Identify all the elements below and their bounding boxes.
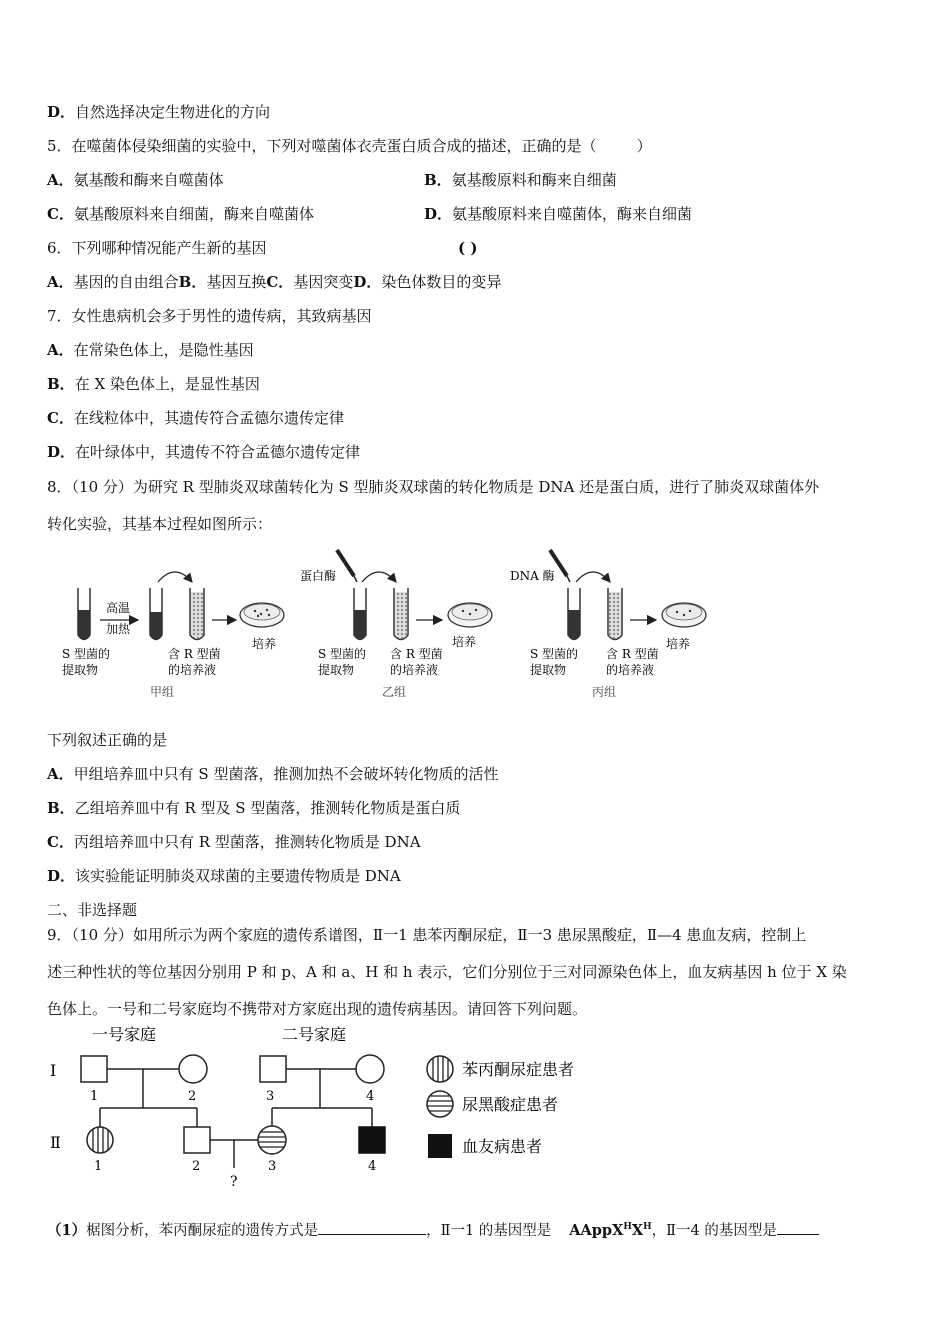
extract-label-2: 提取物 xyxy=(530,663,567,677)
i3-number: 3 xyxy=(266,1089,275,1104)
question-6 xyxy=(47,238,907,258)
question-9-part-1 xyxy=(47,1217,819,1241)
extract-label-2: 提取物 xyxy=(318,663,355,677)
legend-hemophilia xyxy=(428,1134,542,1158)
generation-1-label: Ⅰ xyxy=(50,1061,57,1080)
culture-dish xyxy=(240,603,284,627)
question-number: 9． xyxy=(47,926,72,944)
ii2-number: 2 xyxy=(192,1159,201,1174)
option-b-letter: B． xyxy=(424,171,452,189)
part-text-2: ，Ⅱ一1 的基因型是 xyxy=(426,1222,552,1239)
transfer-arrow xyxy=(362,572,396,582)
q8-option-b xyxy=(47,798,460,818)
part-label: （1） xyxy=(47,1221,87,1239)
option-letter: A． xyxy=(47,765,74,783)
question-text: 在噬菌体侵染细菌的实验中，下列对噬菌体衣壳蛋白质合成的描述，正确的是（ xyxy=(71,137,597,155)
stem-text: 下列叙述正确的是 xyxy=(47,731,168,749)
option-d-text: 染色体数目的变异 xyxy=(381,273,502,291)
question-9-cont-1 xyxy=(47,962,847,982)
option-text: 自然选择决定生物进化的方向 xyxy=(75,103,271,121)
transfer-arrow xyxy=(158,572,192,582)
genotype-sup-1: H xyxy=(623,1222,632,1232)
q8-option-d xyxy=(47,866,401,886)
question-number: 6． xyxy=(47,239,72,257)
family-1-label: 一号家庭 xyxy=(92,1025,157,1044)
culture-dish xyxy=(662,603,706,627)
q8-option-c xyxy=(47,832,421,852)
extract-label-1: S 型菌的 xyxy=(530,647,579,661)
option-b-text: 基因互换 xyxy=(206,273,267,291)
medium-label-2: 的培养液 xyxy=(606,663,655,677)
ii3-alkaptonuria-female xyxy=(256,1126,288,1154)
question-9-cont-2 xyxy=(47,999,587,1019)
family2-mother xyxy=(356,1055,384,1083)
option-d-letter: D． xyxy=(424,205,453,223)
pedigree-chart xyxy=(44,1024,604,1194)
section-title: 二、非选择题 xyxy=(47,901,138,919)
transformation-experiment-figure xyxy=(40,540,720,710)
answer-blank-1[interactable] xyxy=(318,1220,426,1235)
culture-label: 培养 xyxy=(452,635,477,649)
option-c-letter: C． xyxy=(47,205,74,223)
ii1-pku-female xyxy=(87,1124,113,1156)
option-d-text: 氨基酸原料来自噬菌体，酶来自细菌 xyxy=(452,205,693,223)
option-letter: D． xyxy=(47,867,76,885)
i4-number: 4 xyxy=(366,1089,375,1104)
test-tube-r-medium xyxy=(394,588,408,640)
option-text: 在常染色体上，是隐性基因 xyxy=(73,341,254,359)
ii2-male xyxy=(184,1127,210,1153)
arrow-label-2: 加热 xyxy=(106,622,131,636)
q5-options-ab xyxy=(47,170,907,190)
test-tube-extract-heated xyxy=(150,588,162,640)
question-8-cont xyxy=(47,514,272,534)
culture-label: 培养 xyxy=(252,637,277,651)
group-jia xyxy=(62,572,284,699)
i1-number: 1 xyxy=(90,1089,99,1104)
family-2-label: 二号家庭 xyxy=(282,1025,347,1044)
culture-label: 培养 xyxy=(666,637,691,651)
enzyme-label: 蛋白酶 xyxy=(300,569,337,583)
question-text: 女性患病机会多于男性的遗传病，其致病基因 xyxy=(71,307,372,325)
extract-label-1: S 型菌的 xyxy=(318,647,367,661)
part-text-3: ，Ⅱ一4 的基因型是 xyxy=(651,1222,777,1239)
option-b xyxy=(424,170,617,190)
medium-label-1: 含 R 型菌 xyxy=(606,647,659,661)
genotype-text: AAppX xyxy=(569,1221,624,1239)
test-tube-r-medium xyxy=(608,588,622,640)
test-tube-extract xyxy=(78,588,90,640)
option-text: 丙组培养皿中只有 R 型菌落，推测转化物质是 DNA xyxy=(73,833,421,851)
option-c-letter: C． xyxy=(266,273,294,291)
group-name: 甲组 xyxy=(150,685,175,699)
transfer-arrow xyxy=(576,572,610,582)
ii1-number: 1 xyxy=(94,1159,103,1174)
option-text: 该实验能证明肺炎双球菌的主要遗传物质是 DNA xyxy=(75,867,401,885)
question-text: 述三种性状的等位基因分别用 P 和 p、A 和 a、H 和 h 表示，它们分别位于三对同源染色体上，血友病基因 h 位于 X 染 xyxy=(47,963,847,981)
question-text: 下列哪种情况能产生新的基因 xyxy=(71,239,267,257)
option-b-letter: B． xyxy=(178,273,207,291)
question-7 xyxy=(47,306,372,326)
q7-option-a xyxy=(47,340,254,360)
option-letter: C． xyxy=(47,409,74,427)
answer-paren: ( ) xyxy=(458,239,478,257)
option-d-letter: D． xyxy=(353,273,382,291)
option-b-text: 氨基酸原料和酶来自细菌 xyxy=(451,171,617,189)
ii4-number: 4 xyxy=(368,1159,377,1174)
legend-alkaptonuria xyxy=(424,1091,558,1117)
answer-blank-2[interactable] xyxy=(777,1220,819,1235)
q7-option-d xyxy=(47,442,360,462)
q6-options xyxy=(47,272,501,292)
question-text: 转化实验，其基本过程如图所示： xyxy=(47,515,273,533)
q8-option-a xyxy=(47,764,498,784)
section-heading xyxy=(47,900,137,920)
q8-stem xyxy=(47,730,167,750)
question-score: （10 分） xyxy=(71,478,133,496)
option-text: 甲组培养皿中只有 S 型菌落，推测加热不会破坏转化物质的活性 xyxy=(73,765,499,783)
dropper-icon xyxy=(337,550,357,582)
option-letter: C． xyxy=(47,833,74,851)
test-tube-r-medium xyxy=(190,588,204,640)
question-number: 5． xyxy=(47,137,72,155)
question-text: 如用所示为两个家庭的遗传系谱图，Ⅱ一1 患苯丙酮尿症，Ⅱ一3 患尿黑酸症，Ⅱ—4 患血友病，控制上 xyxy=(132,926,807,944)
family1-father xyxy=(81,1056,107,1082)
option-d xyxy=(424,204,692,224)
medium-label-2: 的培养液 xyxy=(390,663,439,677)
test-tube-extract xyxy=(354,588,366,640)
arrow-label-1: 高温 xyxy=(106,601,131,615)
q7-option-c xyxy=(47,408,344,428)
family1-mother xyxy=(179,1055,207,1083)
q4-option-d xyxy=(47,102,270,122)
option-letter: D． xyxy=(47,443,76,461)
group-name: 乙组 xyxy=(382,685,407,699)
ii3-number: 3 xyxy=(268,1159,277,1174)
group-bing xyxy=(510,550,706,699)
medium-label-1: 含 R 型菌 xyxy=(390,647,443,661)
ii4-hemophilia-male xyxy=(359,1127,385,1153)
option-c-text: 氨基酸原料来自细菌，酶来自噬菌体 xyxy=(73,205,314,223)
legend-pku xyxy=(427,1054,574,1084)
group-name: 丙组 xyxy=(592,685,617,699)
question-9 xyxy=(47,925,806,945)
genotype-sup-2: H xyxy=(643,1222,652,1232)
family2-father xyxy=(260,1056,286,1082)
option-letter: B． xyxy=(47,375,75,393)
option-a-text: 基因的自由组合 xyxy=(73,273,179,291)
group-yi xyxy=(300,550,492,699)
legend-hemo-label: 血友病患者 xyxy=(462,1137,543,1156)
question-score: （10 分） xyxy=(71,926,133,944)
extract-label-1: S 型菌的 xyxy=(62,647,111,661)
test-tube-extract xyxy=(568,588,580,640)
medium-label-1: 含 R 型菌 xyxy=(168,647,221,661)
legend-alk-label: 尿黑酸症患者 xyxy=(462,1095,559,1114)
option-text: 在叶绿体中，其遗传不符合孟德尔遗传定律 xyxy=(75,443,361,461)
q5-options-cd xyxy=(47,204,907,224)
option-a-letter: A． xyxy=(47,273,74,291)
culture-dish xyxy=(448,603,492,627)
question-number: 7． xyxy=(47,307,72,325)
enzyme-label: DNA 酶 xyxy=(510,569,555,583)
option-a-letter: A． xyxy=(47,171,74,189)
question-number: 8． xyxy=(47,478,72,496)
option-a-text: 氨基酸和酶来自噬菌体 xyxy=(73,171,224,189)
question-5 xyxy=(47,136,652,156)
option-text: 在线粒体中，其遗传符合孟德尔遗传定律 xyxy=(73,409,344,427)
option-letter: B． xyxy=(47,799,75,817)
question-8 xyxy=(47,477,819,497)
question-text: 色体上。一号和二号家庭均不携带对方家庭出现的遗传病基因。请回答下列问题。 xyxy=(47,1000,588,1018)
option-text: 在 X 染色体上，是显性基因 xyxy=(74,375,260,393)
legend-pku-label: 苯丙酮尿症患者 xyxy=(462,1060,575,1079)
medium-label-2: 的培养液 xyxy=(168,663,217,677)
option-c-text: 基因突变 xyxy=(293,273,354,291)
genotype-x: X xyxy=(631,1221,644,1239)
generation-2-label: Ⅱ xyxy=(50,1133,61,1152)
q7-option-b xyxy=(47,374,260,394)
question-text: 为研究 R 型肺炎双球菌转化为 S 型肺炎双球菌的转化物质是 DNA 还是蛋白质，进行了肺炎双球菌体外 xyxy=(132,478,820,496)
extract-label-2: 提取物 xyxy=(62,663,99,677)
unknown-offspring: ? xyxy=(230,1174,238,1190)
close-paren: ） xyxy=(636,137,652,155)
option-text: 乙组培养皿中有 R 型及 S 型菌落，推测转化物质是蛋白质 xyxy=(74,799,461,817)
part-text-1: 椐图分析，苯丙酮尿症的遗传方式是 xyxy=(86,1222,319,1239)
i2-number: 2 xyxy=(188,1089,197,1104)
option-letter: D． xyxy=(47,103,76,121)
option-letter: A． xyxy=(47,341,74,359)
